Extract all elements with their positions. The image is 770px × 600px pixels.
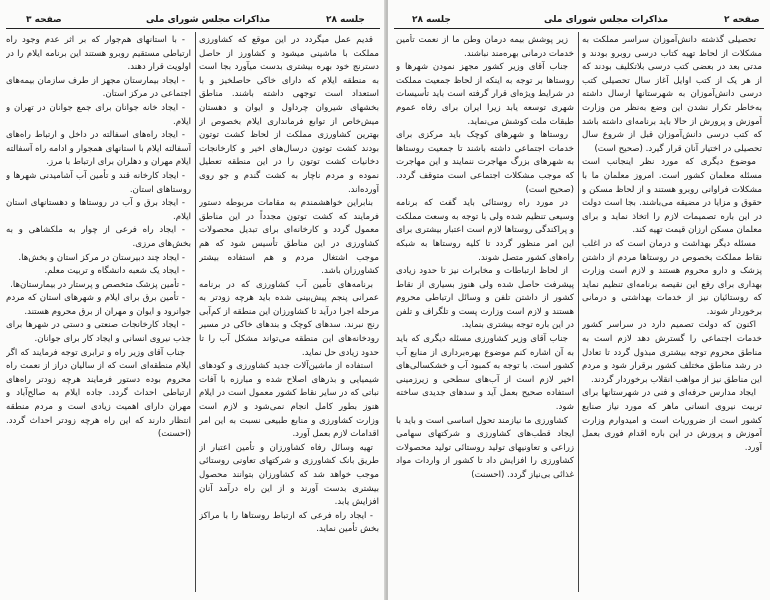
paragraph: - تأمین برق برای ایلام و شهرهای استان که مردم جوانرود و ایوان و مهران از برق محروم هستند. bbox=[6, 293, 191, 317]
paragraph: - ایجاد راه‌های اسفالته در داخل و ارتباط راه‌های آسفالته ایلام با استانهای همجوار و ادامه راه آسفالته ایلام مهران و دهلران برای ارتباط با مرز. bbox=[6, 130, 191, 168]
page-number: صفحه ۲ bbox=[724, 15, 760, 25]
paragraph: تهیه وسائل رفاه کشاورزان و تأمین اعتبار از طریق بانک کشاورزی و شرکتهای تعاونی روستائی موجب خواهد شد که کشاورزان بتوانند محصول بیشتری بدست آورند و از این راه درآمد آنان افزایش یابد. bbox=[199, 442, 379, 508]
left-page-column-left bbox=[6, 34, 191, 590]
publication-title: مذاکرات مجلس شورای ملی bbox=[146, 15, 271, 25]
paragraph: بنابراین خواهشمندم به مقامات مربوطه دستور فرمایند که کشت توتون مجدداً در این مناطق معمول گردد و کارخانه‌ای برای تبدیل محصولات کشاورزی در این مناطق تأسیس شود که هم موجب اشتغال مردم و هم استفاده بیشتر کشاورزان باشد. bbox=[199, 198, 379, 277]
column-divider bbox=[578, 32, 579, 592]
paragraph: - ایجاد کارخانجات صنعتی و دستی در شهرها برای جذب نیروی انسانی و ایجاد کار برای جوانان. bbox=[6, 320, 191, 345]
right-page-column-right bbox=[582, 34, 762, 590]
left-page-header bbox=[6, 14, 380, 29]
right-page bbox=[388, 0, 770, 600]
paragraph: جناب آقای وزیر راه و ترابری توجه فرمایند که اگر ایلام منطقه‌ای است که از سالیان دراز از نعمت راه محروم بوده دستور فرمایند هرچه زودتر راه‌های ارتباطی احداث گردد. جاده ایلام به صالح‌آباد و مهران دارای اهمیت زیادی است و مردم منطقه انتظار دارند که این راه هرچه زودتر احداث گردد. (احسنت) bbox=[6, 347, 191, 440]
paragraph: کشاورزی ما نیازمند تحول اساسی است و باید با ایجاد قطب‌های کشاورزی و شرکتهای سهامی زراعی و تعاونیهای تولید روستائی تولید محصولات کشاورزی را افزایش داد تا کشور از واردات مواد غذائی بی‌نیاز گردد. (احسنت) bbox=[396, 415, 574, 480]
right-page-header bbox=[394, 14, 764, 29]
session-number: جلسه ۲۸ bbox=[326, 15, 365, 25]
paragraph: - ایجاد کارخانه قند و تأمین آب آشامیدنی شهرها و روستاهای استان. bbox=[6, 170, 191, 195]
paragraph: ایجاد مدارس حرفه‌ای و فنی در شهرستانها برای تربیت نیروی انسانی ماهر که مورد نیاز صنایع کشور است از ضروریات است و امیدوارم وزارت آموزش و پرورش در این باره اقدام فوری بعمل آورد. bbox=[582, 388, 762, 453]
paragraph: برنامه‌های تأمین آب کشاورزی که در برنامه عمرانی پنجم پیش‌بینی شده باید هرچه زودتر به مرحله اجرا درآید تا کشاورزان این منطقه از کم‌آبی رنج نبرند. سدهای کوچک و بندهای خاکی در مسیر رودخانه‌های این منطقه می‌تواند مشکل آب را تا حدود زیادی حل نماید. bbox=[199, 279, 379, 358]
paragraph: - ایجاد یک شعبه دانشگاه و تربیت معلم. bbox=[44, 266, 185, 277]
paragraph: - با استانهای هم‌جوار که بر اثر عدم وجود راه ارتباطی مستقیم روبرو هستند این برنامه ایلام را در اولویت قرار دهند. bbox=[6, 35, 191, 73]
left-page-column-right bbox=[199, 34, 379, 590]
paragraph: جناب آقای وزیر کشاورزی مسئله دیگری که باید به آن اشاره کنم موضوع بهره‌برداری از منابع آب کشور است. با توجه به کمبود آب و خشکسالی‌های اخیر لازم است از آب‌های سطحی و زیرزمینی استفاده صحیح بعمل آید و سدهای جدیدی ساخته شود. bbox=[396, 334, 574, 413]
paragraph: - تأمین پزشک متخصص و پرستار در بیمارستان‌ها. bbox=[10, 279, 185, 290]
paragraph: از لحاظ ارتباطات و مخابرات نیز تا حدود زیادی پیشرفت حاصل شده ولی هنوز بسیاری از نقاط کشور از داشتن تلفن و وسائل ارتباطی محروم هستند و لازم است وزارت پست و تلگراف و تلفن در این باره توجه بیشتری بنماید. bbox=[396, 266, 574, 331]
page-number: صفحه ۳ bbox=[26, 15, 62, 25]
publication-title: مذاکرات مجلس شورای ملی bbox=[544, 15, 669, 25]
right-page-column-left bbox=[396, 34, 574, 590]
paragraph: - ایجاد چند دبیرستان در مرکز استان و بخش‌ها. bbox=[18, 252, 185, 263]
paragraph: قدیم عمل میگردد در این موقع که کشاورزی مملکت با ماشینی میشود و کشاورز از حاصل دسترنج خود بهره بیشتری بدست میآورد بجا است به منطقه ایلام که دارای خاکی حاصلخیز و با استعداد است توجهی داشته باشند. مناطق بخشهای شیروان چرداول و ایوان و دهستان میش‌خاص از توابع فرمانداری ایلام بخصوص از بهترین کشاورزی مملکت از لحاظ کشت توتون بودند کشت توتون درسال‌های اخیر و کارخانجات دخانیات کشت توتون را در این منطقه تعطیل نموده و مردم ناچار به کشت گندم و جو روی آورده‌اند. bbox=[199, 35, 379, 195]
paragraph: - ایجاد راه فرعی از چوار به ملکشاهی و به بخش‌های مرزی. bbox=[6, 225, 191, 249]
column-divider bbox=[195, 32, 196, 592]
paragraph: - ایجاد برق و آب در روستاها و دهستانهای استان ایلام. bbox=[6, 198, 191, 222]
paragraph: مسئله دیگر بهداشت و درمان است که در اغلب نقاط مملکت بخصوص در روستاها مردم از داشتن پزشک و دارو محروم هستند و لازم است وزارت بهداری برای رفع این نقیصه برنامه‌ای تنظیم نماید که روستائیان نیز از خدمات بهداشتی و درمانی برخوردار شوند. bbox=[582, 238, 762, 317]
paragraph: جناب آقای وزیر کشور مجهز نمودن شهرها و روستاها بر توجه به اینکه از لحاظ جمعیت مملکت در شرایط ویژه‌ای قرار گرفته است باید تأسیسات شهری توسعه یابد زیرا ایران برای رفاه عموم طبقات ملت کوشش می‌نماید. bbox=[396, 62, 574, 127]
paragraph: تحصیلی گذشته دانش‌آموزان سراسر مملکت به مشکلات از لحاظ تهیه کتاب درسی روبرو بودند و مدتی بعد در بعضی کتب درسی بلاتکلیف بودند که از هر یک از کتب اوایل آغاز سال تحصیلی کتب درسی دانش‌آموزان به شهرستانها ارسال داشته به‌خاطر تکرار نشدن این وضع به‌نظر من وزارت آموزش و پرورش از حالا باید برنامه‌ای داشته باشد که کتب درسی دانش‌آموزان قبل از شروع سال تحصیلی در اختیار آنان قرار گیرد. (صحیح است) bbox=[582, 35, 762, 154]
paragraph: موضوع دیگری که مورد نظر اینجانب است مسئله معلمان کشور است. امروز معلمان ما با مشکلات فراوانی روبرو هستند و از لحاظ مسکن و حقوق و مزایا در مضیقه می‌باشند. بجا است دولت در این باره تصمیمات لازم را اتخاذ نماید و برای معلمان مسکن ارزان قیمت تهیه کند. bbox=[582, 157, 762, 236]
paragraph: زیر پوشش بیمه درمان وطن ما از نعمت تأمین خدمات درمانی بهره‌مند نباشند. bbox=[396, 35, 574, 59]
paragraph: در مورد راه روستائی باید گفت که برنامه وسیعی تنظیم شده ولی با توجه به وسعت مملکت و پراکندگی روستاها لازم است اعتبار بیشتری برای این امر منظور گردد تا کلیه روستاها به شبکه راه‌های کشور متصل شوند. bbox=[396, 198, 574, 263]
paragraph: - ایجاد راه فرعی که ارتباط روستاها را با مراکز بخش تأمین نماید. bbox=[199, 510, 379, 535]
paragraph: - ایجاد خانه جوانان برای جمع جوانان در تهران و ایلام. bbox=[6, 102, 191, 127]
paragraph: - ایجاد بیمارستان مجهز از طرف سازمان بیمه‌های اجتماعی در مرکز استان. bbox=[6, 75, 191, 100]
paragraph: استفاده از ماشین‌آلات جدید کشاورزی و کودهای شیمیایی و بذرهای اصلاح شده و مبارزه با آفات نباتی که در سایر نقاط کشور معمول است در ایلام هنوز بطور کامل انجام نمی‌شود و لازم است وزارت کشاورزی و منابع طبیعی نسبت به این امر اقدامات لازم بعمل آورد. bbox=[199, 361, 379, 440]
paragraph: اکنون که دولت تصمیم دارد در سراسر کشور خدمات اجتماعی را گسترش دهد لازم است به مناطق محروم توجه بیشتری مبذول گردد تا تعادل در رشد مناطق مختلف کشور برقرار شود و مردم این مناطق نیز از مواهب انقلاب برخوردار گردند. bbox=[582, 320, 762, 385]
paragraph: روستاها و شهرهای کوچک باید مرکزی برای خدمات اجتماعی داشته باشند تا جمعیت روستاها به شهرهای بزرگ مهاجرت ننمایند و این مهاجرت که موجب مشکلات اجتماعی است متوقف گردد. (صحیح است) bbox=[396, 130, 574, 195]
session-number: جلسه ۲۸ bbox=[412, 15, 451, 25]
